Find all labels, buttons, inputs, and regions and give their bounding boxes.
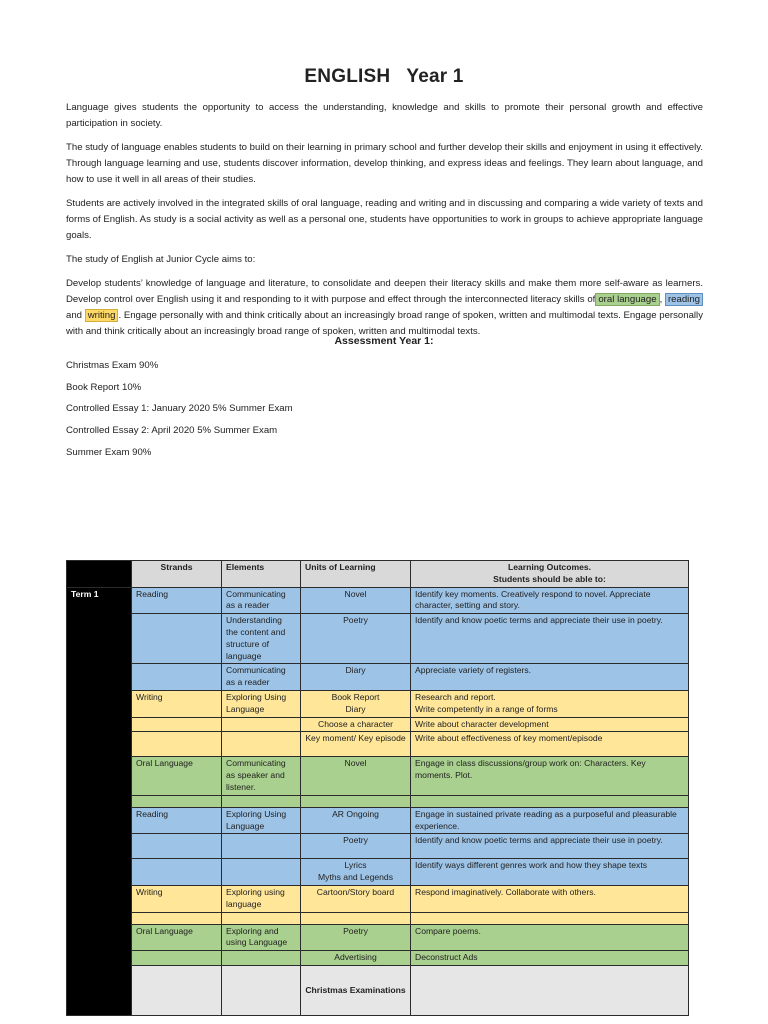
element-cell [222,807,301,834]
strand-cell [132,951,222,966]
element-cell-text: Understanding the content and structure of language [226,615,286,661]
header-outcomes-line2: Students should be able to: [493,573,606,584]
outcome-cell [411,965,689,1015]
paragraph-4: The study of English at Junior Cycle aims to: [66,254,256,265]
unit-cell [301,717,411,732]
unit-cell [301,951,411,966]
table-row [67,965,689,1015]
outcome-cell-text: Write about effectiveness of key moment/episode [415,733,603,744]
outcome-cell-text: Identify and know poetic terms and appreciate their use in poetry. [415,615,663,626]
unit-cell-text: Poetry [343,615,368,626]
header-units: Units of Learning [301,561,411,588]
outcome-cell-text: Identify and know poetic terms and appreciate their use in poetry. [415,835,663,846]
strand-cell [132,757,222,795]
strand-cell-text: Writing [136,691,163,702]
outcome-cell-text: Respond imaginatively. Collaborate with others. [415,886,596,897]
table-row [67,834,689,859]
table-row [67,795,689,807]
strand-cell [132,690,222,717]
header-strands: Strands [132,561,222,588]
unit-cell [301,859,411,886]
unit-cell [301,664,411,691]
strand-cell-text: Oral Language [136,925,193,936]
table-header-row [67,561,689,588]
outcome-cell [411,885,689,912]
page-title: ENGLISH Year 1 [304,66,464,87]
curriculum-table [66,560,689,1016]
header-elements: Elements [222,561,301,588]
strand-cell [132,717,222,732]
aims-text-before: Develop students’ knowledge of language and literature, to consolidate and deepen their literacy skills and make them more self-aware as learners. Develop control over English using it and responding to it with purpose and effect through the interconnected literacy skills of [66,278,703,305]
table-row [67,885,689,912]
unit-cell [301,965,411,1015]
assessment-item: Controlled Essay 1: January 2020 5% Summer Exam [66,403,293,415]
element-cell [222,912,301,924]
unit-cell [301,807,411,834]
highlight-oral-language: oral language [595,293,659,306]
element-cell-text: Exploring and using Language [226,925,288,948]
element-cell-text: Exploring Using Language [226,808,287,831]
outcome-cell [411,859,689,886]
unit-cell-text: Novel [344,588,367,599]
unit-cell-text: Diary [345,703,366,714]
outcome-cell [411,912,689,924]
table-row [67,912,689,924]
unit-cell [301,690,411,717]
table-row [67,951,689,966]
table-row [67,924,689,951]
unit-cell-text: Book Report [331,691,380,702]
strand-cell-text: Writing [136,886,163,897]
outcome-cell [411,587,689,614]
unit-cell-text: Choose a character [318,718,393,729]
strand-cell [132,614,222,664]
strand-cell [132,859,222,886]
outcome-cell-text: Identify key moments. Creatively respond to novel. Appreciate character, setting and story. [415,588,651,611]
strand-cell [132,912,222,924]
outcome-cell-text: Engage in sustained private reading as a purposeful and pleasurable experience. [415,808,677,831]
element-cell [222,885,301,912]
outcome-cell [411,732,689,757]
outcome-cell [411,951,689,966]
aims-sep-1: , [659,294,663,305]
unit-cell-text: AR Ongoing [332,808,379,819]
strand-cell [132,664,222,691]
assessment-item: Summer Exam 90% [66,446,152,458]
unit-cell-text: Diary [345,665,366,676]
element-cell [222,951,301,966]
element-cell-text: Exploring using language [226,886,285,909]
outcome-cell [411,924,689,951]
unit-cell [301,834,411,859]
aims-sep-2: and [66,310,83,321]
outcome-cell [411,757,689,795]
element-cell-text: Communicating as a reader [226,665,286,688]
unit-cell-text: Myths and Legends [317,872,393,883]
unit-cell [301,924,411,951]
assessment-item: Controlled Essay 2: April 2020 5% Summer Exam [66,425,278,437]
unit-cell-text: Cartoon/Story board [316,886,395,897]
paragraph-1: Language gives students the opportunity to access the understanding, knowledge and skills to promote their personal growth and effective participation in society. [66,102,703,129]
header-term [67,561,132,588]
table-row [67,859,689,886]
intro-text [66,100,703,348]
element-cell-text: Communicating as a reader [226,588,286,611]
unit-cell-text: Novel [344,758,367,769]
highlight-writing: writing [85,309,119,322]
unit-cell [301,587,411,614]
element-cell [222,690,301,717]
element-cell-text: Exploring Using Language [226,691,287,714]
assessment-item: Book Report 10% [66,381,142,393]
element-cell-text: Communicating as speaker and listener. [226,758,286,792]
strand-cell [132,587,222,614]
element-cell [222,965,301,1015]
outcome-cell [411,834,689,859]
element-cell [222,664,301,691]
term-label: Term 1 [67,587,132,1015]
aims-text-after: . Engage personally with and think critically about an increasingly broad range of spoken, written and multimodal texts. Engage personally with and think critically about an increasingly broad range of spoken, written and multimodal texts. [66,310,703,337]
outcome-cell-text: Research and report. [415,691,496,702]
unit-cell-text: Advertising [334,952,377,963]
highlight-reading: reading [665,293,703,306]
outcome-cell-text: Write about character development [415,718,549,729]
table-row [67,732,689,757]
outcome-cell [411,807,689,834]
outcome-cell [411,664,689,691]
strand-cell [132,885,222,912]
element-cell [222,717,301,732]
outcome-cell-text: Write competently in a range of forms [415,703,558,714]
element-cell [222,795,301,807]
outcome-cell-text: Compare poems. [415,925,481,936]
element-cell [222,859,301,886]
element-cell [222,614,301,664]
unit-cell [301,885,411,912]
unit-cell-text: Lyrics [344,860,367,871]
strand-cell [132,834,222,859]
strand-cell [132,732,222,757]
outcome-cell [411,795,689,807]
unit-cell [301,614,411,664]
strand-cell [132,965,222,1015]
header-outcomes-line1: Learning Outcomes. [507,562,592,572]
assessment-heading: Assessment Year 1: [334,335,434,347]
outcome-cell-text: Deconstruct Ads [415,952,478,963]
outcome-cell [411,614,689,664]
unit-cell [301,732,411,757]
outcome-cell-text: Identify ways different genres work and how they shape texts [415,860,648,871]
unit-cell-text: Key moment/ Key episode [305,733,406,744]
header-outcomes [411,561,689,588]
unit-cell-text: Poetry [343,835,368,846]
table-row [67,757,689,795]
unit-cell-text: Christmas Examinations [305,984,406,995]
strand-cell-text: Reading [136,588,169,599]
strand-cell-text: Reading [136,808,169,819]
element-cell [222,834,301,859]
unit-cell [301,795,411,807]
paragraph-3: Students are actively involved in the integrated skills of oral language, reading and writing and in discussing and comparing a wide variety of texts and forms of English. As study is a social activity as well as a personal one, students have opportunities to work in groups to achieve appropriate language goals. [66,198,703,241]
outcome-cell-text: Engage in class discussions/group work on: Characters. Key moments. Plot. [415,758,646,781]
aims-paragraph [66,276,703,340]
strand-cell [132,795,222,807]
table-row [67,587,689,614]
strand-cell [132,807,222,834]
strand-cell [132,924,222,951]
table-row [67,614,689,664]
table-row [67,717,689,732]
outcome-cell [411,717,689,732]
element-cell [222,924,301,951]
table-row [67,807,689,834]
element-cell [222,757,301,795]
assessment-item: Christmas Exam 90% [66,360,159,371]
element-cell [222,587,301,614]
outcome-cell [411,690,689,717]
unit-cell-text: Poetry [343,925,368,936]
unit-cell [301,912,411,924]
element-cell [222,732,301,757]
table-row [67,664,689,691]
outcome-cell-text: Appreciate variety of registers. [415,665,532,676]
strand-cell-text: Oral Language [136,758,193,769]
unit-cell [301,757,411,795]
assessment-list [66,358,293,466]
paragraph-2: The study of language enables students to build on their learning in primary school and further develop their skills and enjoyment in using it effectively. Through language learning and use, students discover information, develop thinking, and express ideas and feelings. They learn about language, and how to use it well in all areas of their studies. [66,142,703,185]
table-row [67,690,689,717]
